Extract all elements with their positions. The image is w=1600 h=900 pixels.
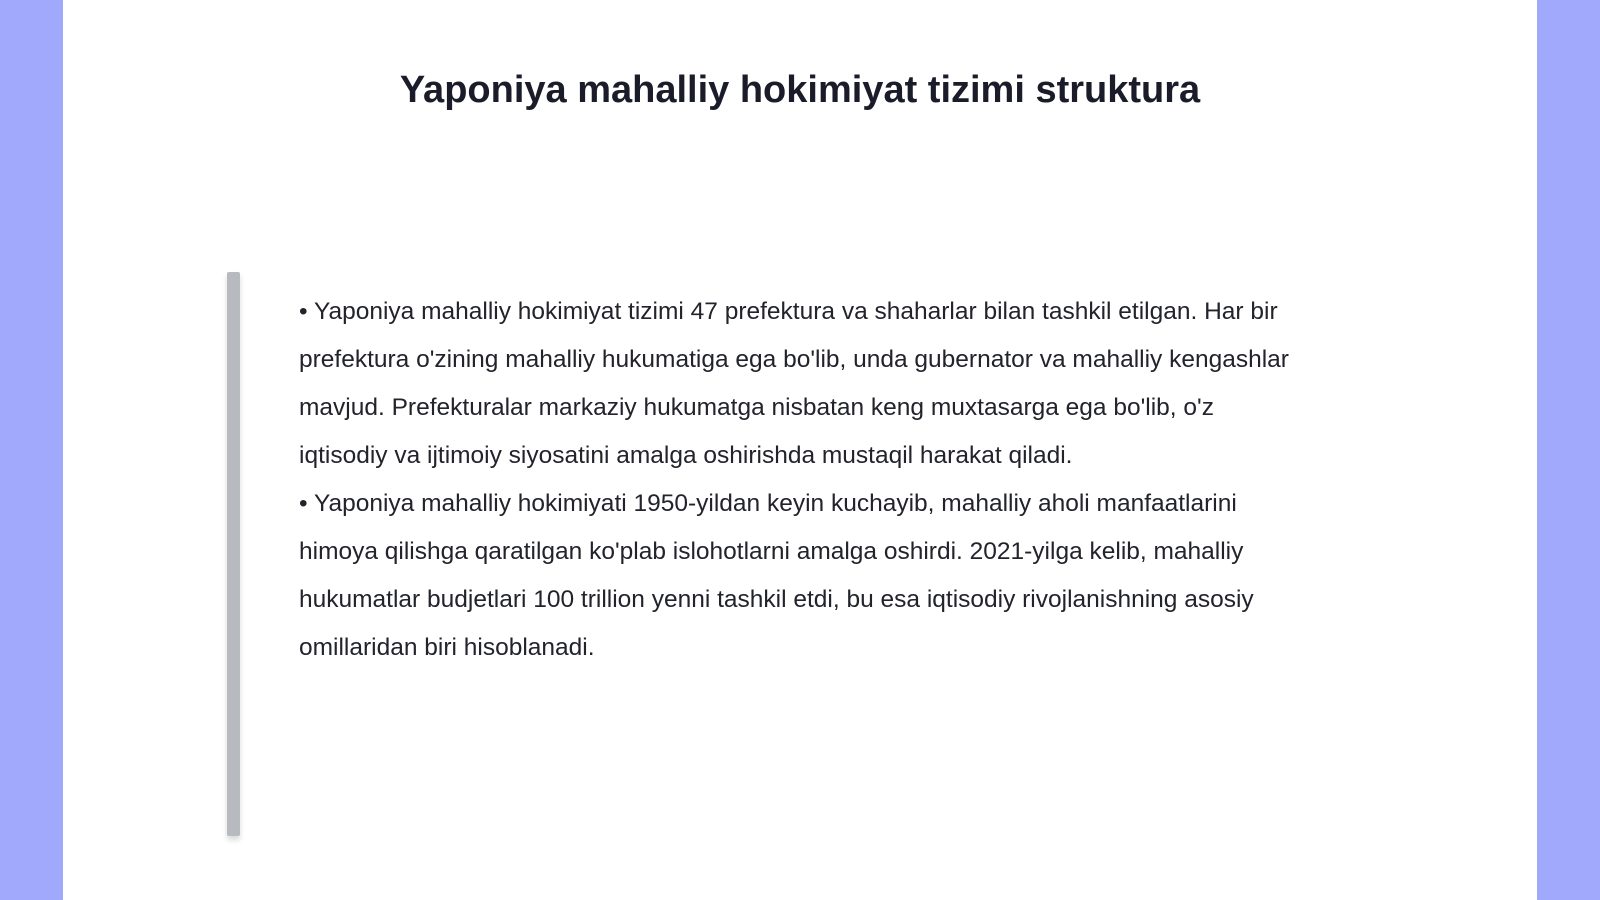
bullet-paragraph-2: • Yaponiya mahalliy hokimiyati 1950-yildan keyin kuchayib, mahalliy aholi manfaatlarini himoya qilishga qaratilgan ko'plab islohotlarni amalga oshirdi. 2021-yilga kelib, mahalliy hukumatlar budjetlari 100 trillion yenni tashkil etdi, bu esa iqtisodiy rivojlanishning asosiy omillaridan biri hisoblanadi. — [299, 490, 1254, 661]
slide-content — [299, 288, 1299, 672]
bullet-paragraph-1: • Yaponiya mahalliy hokimiyat tizimi 47 prefektura va shaharlar bilan tashkil etilgan. Har bir prefektura o'zining mahalliy hukumatiga ega bo'lib, unda gubernator va mahalliy kengashlar mavjud. Prefekturalar markaziy hukumatga nisbatan keng muxtasarga ega bo'lib, o'z iqtisodiy va ijtimoiy siyosatini amalga oshirishda mustaqil harakat qiladi. — [299, 298, 1289, 469]
slide-title: Yaponiya mahalliy hokimiyat tizimi struktura — [399, 69, 1201, 111]
accent-bar — [227, 272, 240, 836]
slide — [63, 0, 1537, 900]
